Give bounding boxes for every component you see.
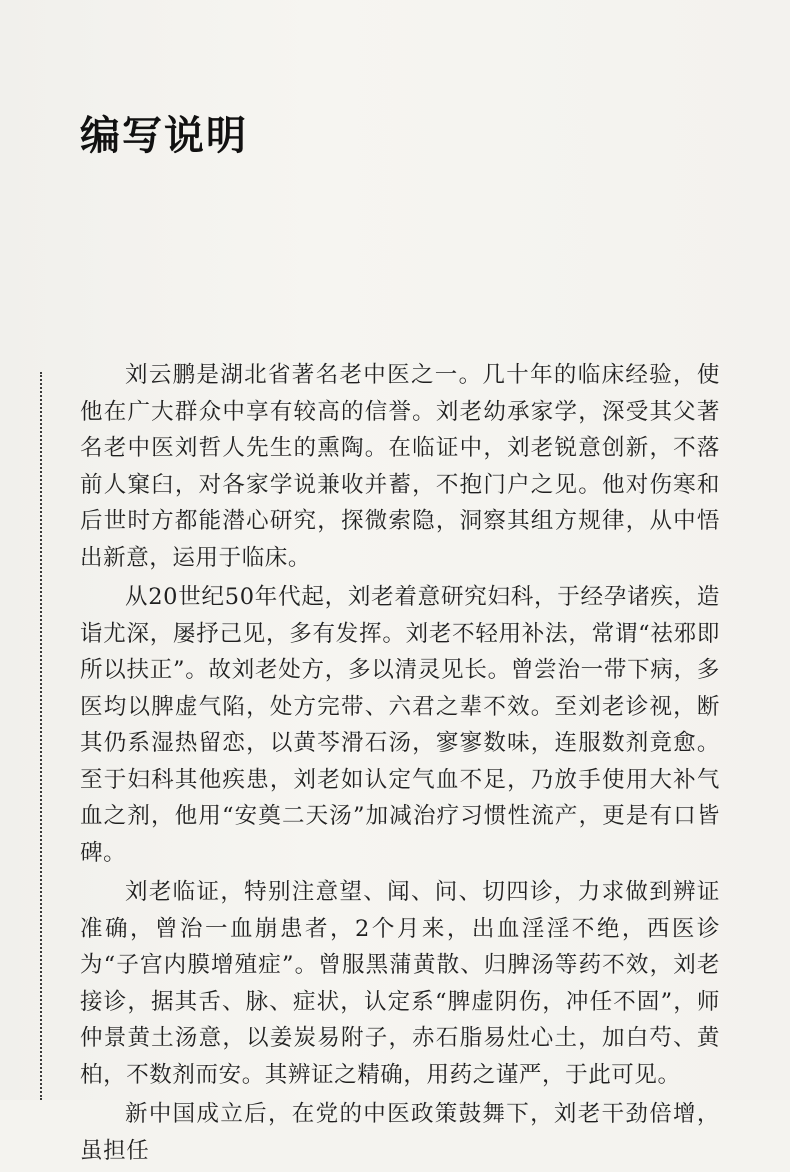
paragraph-1: 刘云鹏是湖北省著名老中医之一。几十年的临床经验，使他在广大群众中享有较高的信誉。刘老幼承家学，深受其父著名老中医刘哲人先生的熏陶。在临证中，刘老锐意创新，不落前人窠臼，对各家学说兼收并蓄，不抱门户之见。他对伤寒和后世时方都能潜心研究，探微索隐，洞察其组方规律，从中悟出新意，运用于临床。 bbox=[80, 362, 720, 571]
paragraph-4: 新中国成立后，在党的中医政策鼓舞下，刘老干劲倍增，虽担任 bbox=[80, 1101, 720, 1164]
dotted-margin-rule bbox=[40, 372, 42, 1100]
page-title: 编写说明 bbox=[80, 113, 248, 159]
body-text bbox=[80, 357, 720, 1172]
paragraph-2: 从20世纪50年代起，刘老着意研究妇科，于经孕诸疾，造诣尤深，屡抒己见，多有发挥。刘老不轻用补法，常谓“祛邪即所以扶正”。故刘老处方，多以清灵见长。曾尝治一带下病，多医均以脾虚气陷，处方完带、六君之辈不效。至刘老诊视，断其仍系湿热留恋，以黄芩滑石汤，寥寥数味，连服数剂竟愈。至于妇科其他疾患，刘老如认定气血不足，乃放手使用大补气血之剂，他用“安奠二天汤”加减治疗习惯性流产，更是有口皆碑。 bbox=[80, 584, 720, 866]
paragraph-3: 刘老临证，特别注意望、闻、问、切四诊，力求做到辨证准确，曾治一血崩患者，2个月来，出血淫淫不绝，西医诊为“子宫内膜增殖症”。曾服黑蒲黄散、归脾汤等药不效，刘老接诊，据其舌、脉、症状，认定系“脾虚阴伤，冲任不固”，师仲景黄土汤意，以姜炭易附子，赤石脂易灶心土，加白芍、黄柏，不数剂而安。其辨证之精确，用药之谨严，于此可见。 bbox=[80, 879, 720, 1088]
